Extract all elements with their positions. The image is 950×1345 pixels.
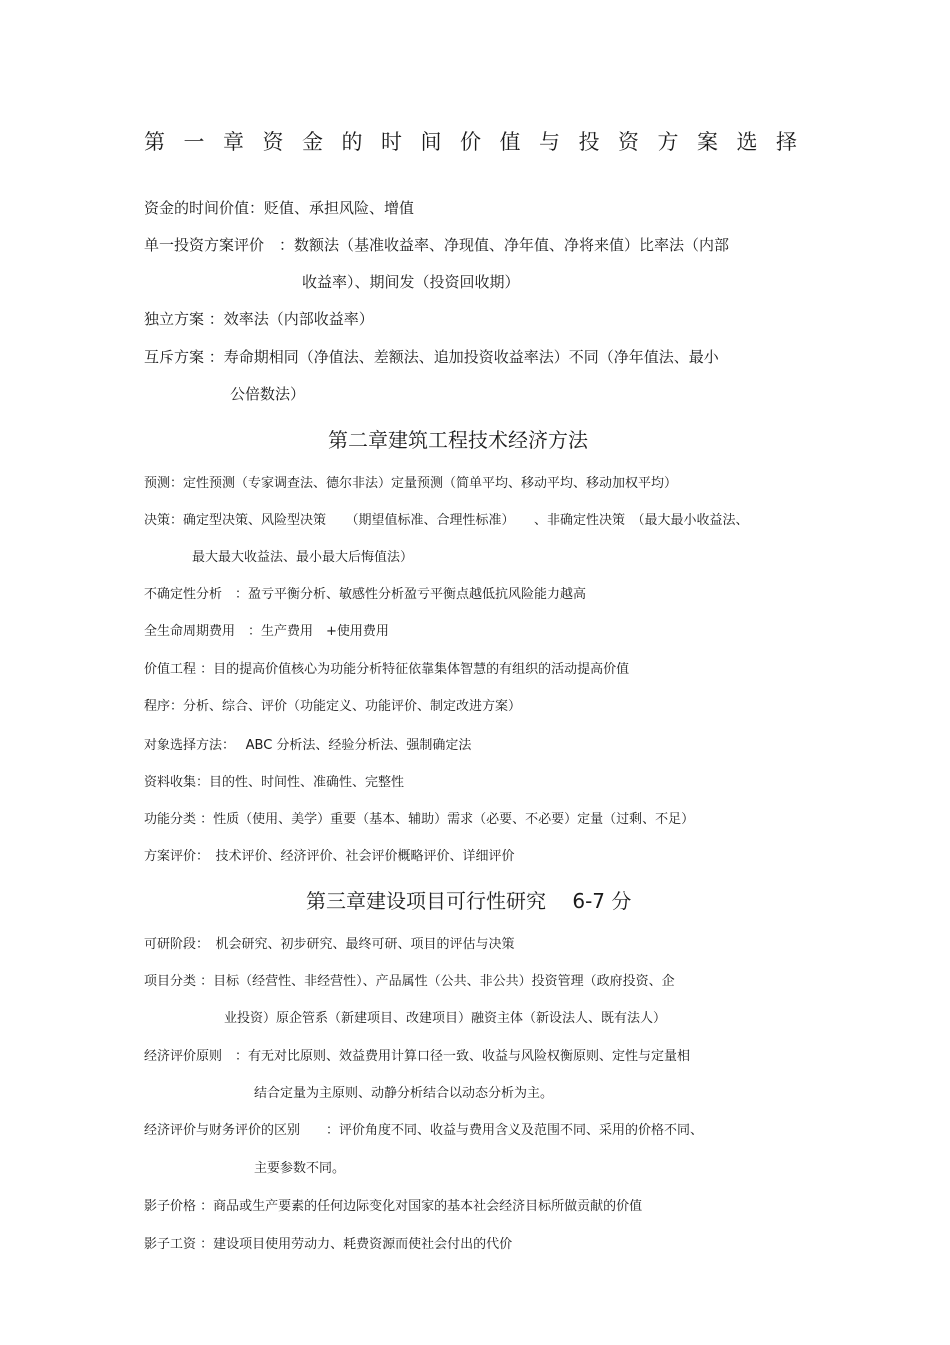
ch3-line-7: 主要参数不同。	[254, 1161, 346, 1176]
ch1-line-6: 公倍数法）	[230, 385, 306, 403]
ch3-line-5: 结合定量为主原则、动静分析结合以动态分析为主。	[254, 1086, 554, 1101]
ch2-line-8: 对象选择方法： ABC 分析法、经验分析法、强制确定法	[144, 738, 472, 753]
ch2-line-5: 全生命周期费用 ：生产费用 +使用费用	[144, 624, 389, 639]
ch3-line-8: 影子价格 ：商品或生产要素的任何边际变化对国家的基本社会经济目标所做贡献的价值	[144, 1199, 643, 1214]
ch2-line-1: 预测：定性预测（专家调查法、德尔非法）定量预测（简单平均、移动平均、移动加权平均）	[144, 476, 678, 491]
chapter-3-title: 第三章建设项目可行性研究 6-7 分	[306, 889, 632, 913]
ch3-line-2: 项目分类 ：目标（经营性、非经营性）、产品属性（公共、非公共）投资管理（政府投资、企	[144, 974, 675, 989]
ch1-line-3: 收益率）、期间发（投资回收期）	[302, 273, 520, 291]
ch2-line-2: 决策：确定型决策、风险型决策 （期望值标准、合理性标准） 、非确定性决策 （最大最小收益法、	[144, 513, 749, 528]
ch2-line-10: 功能分类 ：性质（使用、美学）重要（基本、辅助）需求（必要、不必要）定量（过剩、不足）	[144, 812, 695, 827]
ch1-line-1: 资金的时间价值：贬值、承担风险、增值	[144, 199, 415, 217]
chapter-2-title: 第二章建筑工程技术经济方法	[328, 428, 588, 452]
ch2-line-4: 不确定性分析 ：盈亏平衡分析、敏感性分析盈亏平衡点越低抗风险能力越高	[144, 587, 587, 602]
ch2-line-11: 方案评价： 技术评价、经济评价、社会评价概略评价、详细评价	[144, 849, 515, 864]
ch3-line-1: 可研阶段： 机会研究、初步研究、最终可研、项目的评估与决策	[144, 937, 515, 952]
ch2-line-6: 价值工程 ：目的提高价值核心为功能分析特征依靠集体智慧的有组织的活动提高价值	[144, 662, 630, 677]
ch2-line-9: 资料收集：目的性、时间性、准确性、完整性	[144, 775, 405, 790]
ch3-line-4: 经济评价原则 ：有无对比原则、效益费用计算口径一致、收益与风险权衡原则、定性与定量相	[144, 1049, 691, 1064]
ch3-line-9: 影子工资 ：建设项目使用劳动力、耗费资源而使社会付出的代价	[144, 1237, 513, 1252]
ch1-line-5: 互斥方案 ：寿命期相同（净值法、差额法、追加投资收益率法）不同（净年值法、最小	[144, 348, 719, 366]
ch2-line-7: 程序：分析、综合、评价（功能定义、功能评价、制定改进方案）	[144, 699, 522, 714]
ch1-line-2: 单一投资方案评价 ：数额法（基准收益率、净现值、净年值、净将来值）比率法（内部	[144, 236, 730, 254]
ch1-line-4: 独立方案 ：效率法（内部收益率）	[144, 310, 374, 328]
ch3-line-6: 经济评价与财务评价的区别 ：评价角度不同、收益与费用含义及范围不同、采用的价格不同、	[144, 1123, 704, 1138]
chapter-1-title: 第一章资金的时间价值与投资方案选择	[144, 130, 816, 154]
ch2-line-3: 最大最大收益法、最小最大后悔值法）	[192, 550, 414, 565]
ch3-line-3: 业投资）原企管系（新建项目、改建项目）融资主体（新设法人、既有法人）	[224, 1011, 667, 1026]
